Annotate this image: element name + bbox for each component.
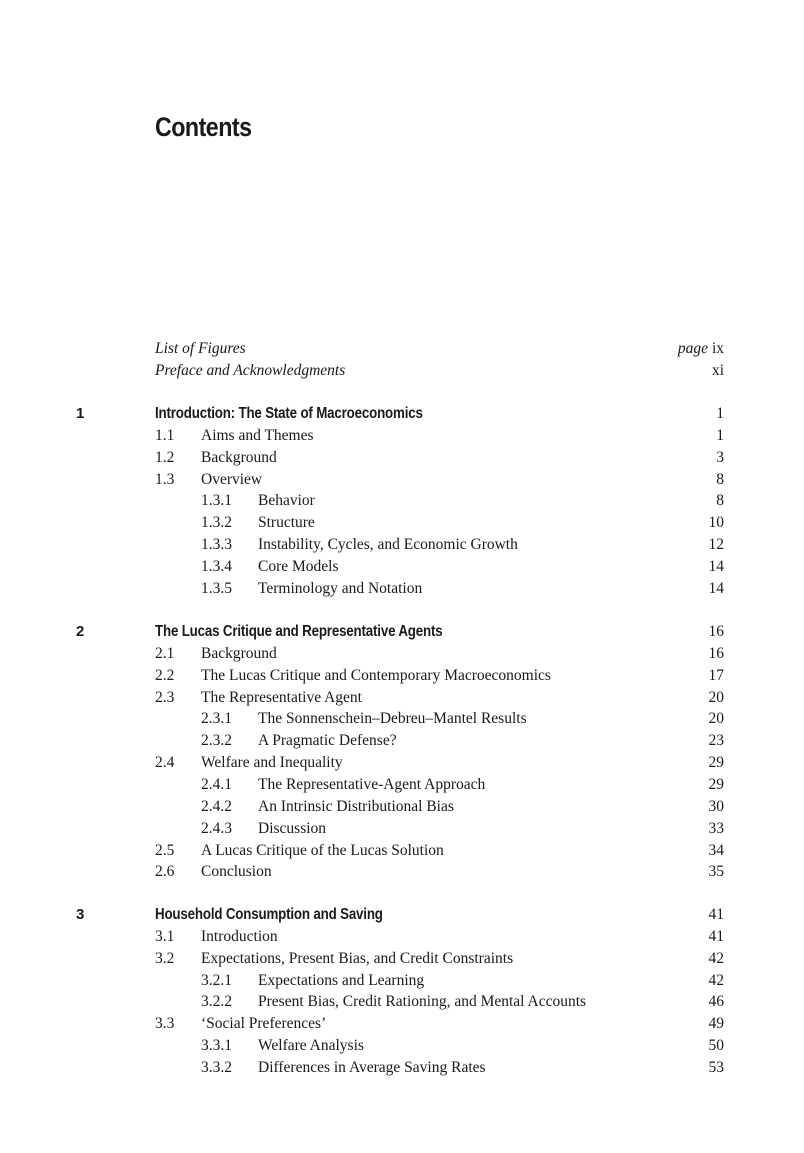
toc-subsection-row[interactable] xyxy=(0,578,724,600)
subsection-title: Core Models xyxy=(258,557,339,575)
toc-section-row[interactable] xyxy=(0,861,724,883)
toc-page-number: 20 xyxy=(708,710,724,728)
page-title: Contents xyxy=(155,112,252,142)
toc-page-number: 41 xyxy=(708,927,724,945)
toc-section-row[interactable] xyxy=(0,447,724,469)
page-prefix: page xyxy=(677,340,709,357)
toc-page-number: 16 xyxy=(708,644,724,662)
subsection-title: Differences in Average Saving Rates xyxy=(258,1058,486,1076)
subsection-number: 3.3.1 xyxy=(201,1037,232,1055)
toc-section-row[interactable] xyxy=(0,948,724,970)
subsection-number: 2.4.2 xyxy=(201,797,232,815)
toc-subsection-row[interactable] xyxy=(0,991,724,1013)
toc-page-number: 10 xyxy=(708,514,724,532)
section-title: Introduction xyxy=(201,927,278,945)
subsection-title: Present Bias, Credit Rationing, and Mental Accounts xyxy=(258,993,587,1011)
section-number: 2.4 xyxy=(155,754,175,772)
toc-subsection-row[interactable] xyxy=(0,556,724,578)
toc-page-number: 14 xyxy=(708,557,724,575)
section-number: 1.2 xyxy=(155,448,175,466)
section-title: Conclusion xyxy=(201,863,272,881)
subsection-title: An Intrinsic Distributional Bias xyxy=(258,797,454,815)
toc-section-row[interactable] xyxy=(0,643,724,665)
subsection-number: 1.3.3 xyxy=(201,536,232,554)
toc-section-row[interactable] xyxy=(0,840,724,862)
section-number: 3.2 xyxy=(155,949,175,967)
subsection-number: 2.3.2 xyxy=(201,732,232,750)
chapter-title: Introduction: The State of Macroeconomics xyxy=(155,405,423,422)
subsection-number: 3.3.2 xyxy=(201,1058,232,1076)
toc-subsection-row[interactable] xyxy=(0,774,724,796)
toc-section-row[interactable] xyxy=(0,752,724,774)
subsection-title: Expectations and Learning xyxy=(258,971,425,989)
toc-page-number: 14 xyxy=(708,579,724,597)
section-number: 1.1 xyxy=(155,426,175,444)
toc-subsection-row[interactable] xyxy=(0,970,724,992)
toc-page-number: 17 xyxy=(708,666,724,684)
toc-front-matter-preface[interactable] xyxy=(155,360,724,382)
section-title: Expectations, Present Bias, and Credit Constraints xyxy=(201,949,514,967)
toc-front-matter-list-of-figures[interactable] xyxy=(155,338,724,360)
toc-page-number: 42 xyxy=(708,949,724,967)
toc-page-number: 34 xyxy=(708,841,724,859)
subsection-title: Behavior xyxy=(258,492,315,510)
toc-page-number: 46 xyxy=(708,993,724,1011)
subsection-number: 2.4.3 xyxy=(201,819,232,837)
toc-page-number: 49 xyxy=(708,1015,724,1033)
subsection-title: The Sonnenschein–Debreu–Mantel Results xyxy=(258,710,527,728)
chapter-number: 3 xyxy=(76,906,85,923)
subsection-number: 1.3.2 xyxy=(201,514,232,532)
toc-page-number: 8 xyxy=(716,470,724,488)
subsection-number: 3.2.1 xyxy=(201,971,232,989)
toc-page-number: 16 xyxy=(708,623,724,640)
toc-section-row[interactable] xyxy=(0,425,724,447)
section-title: Overview xyxy=(201,470,263,488)
toc-front-label: List of Figures xyxy=(155,340,246,357)
subsection-title: Discussion xyxy=(258,819,327,837)
section-title: Background xyxy=(201,448,277,466)
toc-chapter-row[interactable] xyxy=(0,621,724,643)
section-number: 2.1 xyxy=(155,644,175,662)
toc-subsection-row[interactable] xyxy=(0,796,724,818)
toc-page-number: 53 xyxy=(708,1058,724,1076)
section-title: Welfare and Inequality xyxy=(201,754,343,772)
toc-subsection-row[interactable] xyxy=(0,512,724,534)
toc-subsection-row[interactable] xyxy=(0,490,724,512)
toc-page-number: 23 xyxy=(708,732,724,750)
toc-page-number: 1 xyxy=(716,426,724,444)
toc-page-number: 35 xyxy=(708,863,724,881)
toc-page-number: 1 xyxy=(716,405,724,422)
chapter-title: Household Consumption and Saving xyxy=(155,906,383,923)
subsection-title: A Pragmatic Defense? xyxy=(258,732,397,750)
subsection-title: Structure xyxy=(258,514,315,532)
section-number: 3.1 xyxy=(155,927,175,945)
subsection-number: 1.3.5 xyxy=(201,579,232,597)
section-number: 2.6 xyxy=(155,863,175,881)
subsection-title: Instability, Cycles, and Economic Growth xyxy=(258,536,518,554)
chapter-title: The Lucas Critique and Representative Agents xyxy=(155,623,443,640)
toc-page-number: 3 xyxy=(716,448,724,466)
toc-chapter-row[interactable] xyxy=(0,403,724,425)
toc-section-row[interactable] xyxy=(0,926,724,948)
toc-subsection-row[interactable] xyxy=(0,818,724,840)
subsection-number: 2.4.1 xyxy=(201,775,232,793)
toc-page-number: 29 xyxy=(708,775,724,793)
toc-section-row[interactable] xyxy=(0,1013,724,1035)
toc-page-number: 50 xyxy=(708,1037,724,1055)
section-title: A Lucas Critique of the Lucas Solution xyxy=(201,841,444,859)
toc-page-number: 33 xyxy=(708,819,724,837)
toc-page-number: 41 xyxy=(708,906,724,923)
section-title: Aims and Themes xyxy=(201,426,314,444)
toc-subsection-row[interactable] xyxy=(0,708,724,730)
subsection-number: 3.2.2 xyxy=(201,993,232,1011)
toc-section-row[interactable] xyxy=(0,687,724,709)
toc-section-row[interactable] xyxy=(0,469,724,491)
toc-page-number: xi xyxy=(711,362,724,379)
subsection-number: 2.3.1 xyxy=(201,710,232,728)
chapter-number: 2 xyxy=(76,623,85,640)
toc-page-value: ix xyxy=(711,340,724,357)
subsection-number: 1.3.4 xyxy=(201,557,232,575)
subsection-number: 1.3.1 xyxy=(201,492,232,510)
section-number: 2.3 xyxy=(155,688,175,706)
toc-section-row[interactable] xyxy=(0,665,724,687)
toc-subsection-row[interactable] xyxy=(0,730,724,752)
toc-page-number: 42 xyxy=(708,971,724,989)
section-number: 3.3 xyxy=(155,1015,175,1033)
section-title: The Representative Agent xyxy=(201,688,362,706)
section-title: Background xyxy=(201,644,277,662)
section-title: ‘Social Preferences’ xyxy=(201,1015,327,1033)
subsection-title: The Representative-Agent Approach xyxy=(258,775,486,793)
toc-page-number: 8 xyxy=(716,492,724,510)
toc-front-label: Preface and Acknowledgments xyxy=(155,362,346,379)
toc-subsection-row[interactable] xyxy=(0,1035,724,1057)
toc-subsection-row[interactable] xyxy=(0,534,724,556)
subsection-title: Welfare Analysis xyxy=(258,1037,364,1055)
toc-page-number: 20 xyxy=(708,688,724,706)
chapter-number: 1 xyxy=(76,405,85,422)
toc-page-number: 30 xyxy=(708,797,724,815)
section-number: 2.5 xyxy=(155,841,175,859)
toc-subsection-row[interactable] xyxy=(0,1057,724,1079)
toc-page-number: 29 xyxy=(708,754,724,772)
toc-chapter-row[interactable] xyxy=(0,904,724,926)
section-number: 1.3 xyxy=(155,470,175,488)
toc-page-number: 12 xyxy=(708,536,724,554)
section-number: 2.2 xyxy=(155,666,175,684)
toc-page-number xyxy=(678,338,724,360)
section-title: The Lucas Critique and Contemporary Macroeconomics xyxy=(201,666,551,684)
subsection-title: Terminology and Notation xyxy=(258,579,423,597)
